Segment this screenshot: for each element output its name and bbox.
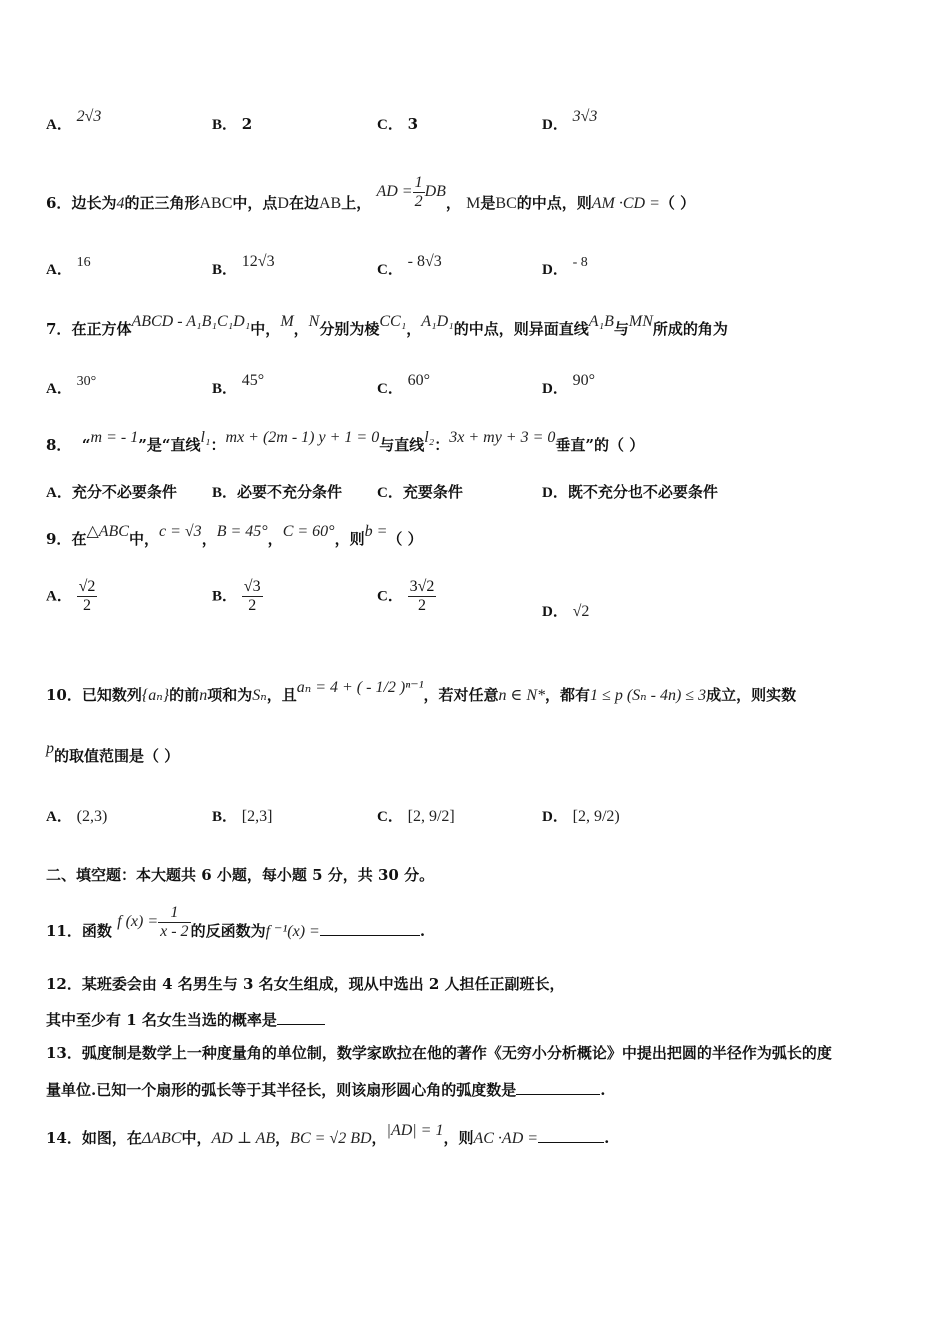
option-label: B． <box>212 117 238 133</box>
q8-text: ： <box>434 436 450 454</box>
q9-math: b = <box>364 523 388 540</box>
question-number: 14． <box>46 1129 82 1147</box>
q8-math: m = - 1 <box>90 429 139 446</box>
q8-option-a <box>46 481 177 504</box>
q7-text: 的中点，则异面直线 <box>453 320 589 338</box>
q6-option-a <box>46 255 91 282</box>
option-value: 2 <box>241 115 253 133</box>
q12-text: 其中至少有 1 名女生当选的概率是 <box>46 1011 277 1029</box>
q8-option-d <box>542 481 718 504</box>
q10-option-a <box>46 805 107 828</box>
q6-option-c <box>377 253 442 281</box>
q10-text: 已知数列 <box>81 686 142 704</box>
q9-text: ， <box>201 530 217 548</box>
fraction-denominator: 2 <box>414 193 423 210</box>
q11-text: . <box>419 922 426 941</box>
fraction-numerator: 1 <box>158 904 190 923</box>
option-label: D． <box>542 485 568 501</box>
question-number: 11． <box>46 922 82 941</box>
q9-option-a <box>46 578 97 615</box>
question-number: 7． <box>46 320 72 338</box>
fraction <box>408 578 437 615</box>
option-label: D． <box>542 809 568 825</box>
q9-option-d <box>542 600 589 623</box>
answer-blank[interactable] <box>277 1008 325 1025</box>
q7-text: ， <box>406 320 422 338</box>
question-number: 10． <box>46 686 82 704</box>
q6-text: 的正三角形 <box>124 194 200 213</box>
fraction-numerator: 1 <box>414 174 423 191</box>
option-value: 60° <box>407 372 431 389</box>
formula-part: AD = <box>376 183 413 201</box>
option-value: 90° <box>572 372 596 389</box>
q7-math: A₁D₁ <box>421 313 454 330</box>
option-value: 既不充分也不必要条件 <box>567 483 718 501</box>
fraction-numerator: √2 <box>78 578 96 595</box>
q6-math: ABC <box>199 195 233 213</box>
formula-part: DB <box>424 183 446 201</box>
q10-math: {aₙ} <box>141 687 170 704</box>
option-value: 3 <box>407 115 419 133</box>
option-label: B． <box>212 262 238 278</box>
fraction-denominator: 2 <box>418 597 427 614</box>
option-label: D． <box>542 262 568 278</box>
q7-text: 所成的角为 <box>652 320 728 338</box>
q10-math: Sₙ <box>252 687 267 704</box>
option-label: D． <box>542 117 568 133</box>
q5-option-a <box>46 108 102 136</box>
question-12-line2 <box>46 1008 325 1031</box>
q5-option-b <box>212 113 252 136</box>
q6-text: 在边 <box>288 194 319 213</box>
option-label: C． <box>377 381 403 397</box>
option-label: C． <box>377 262 403 278</box>
q7-text: 分别为棱 <box>319 320 380 338</box>
fraction <box>242 578 263 615</box>
q11-formula <box>117 904 190 940</box>
answer-blank[interactable] <box>538 1126 604 1143</box>
q10-option-c <box>377 805 455 828</box>
q9-text: 中， <box>128 530 159 548</box>
q8-text: ： <box>210 436 226 454</box>
q13-text: 量单位.已知一个扇形的弧长等于其半径长，则该扇形圆心角的弧度数是 <box>46 1081 517 1099</box>
q14-text: ， <box>275 1129 291 1147</box>
option-value: 30° <box>76 374 97 389</box>
q8-option-b <box>212 481 342 504</box>
q10-text: 的前 <box>169 686 200 704</box>
q9-math: C = 60° <box>282 523 335 540</box>
q6-text: 上， <box>341 194 372 213</box>
q7-text: 中， <box>250 320 281 338</box>
fraction <box>77 578 98 615</box>
option-label: B． <box>212 381 238 397</box>
option-value: [2,3] <box>241 808 273 825</box>
q6-math: D <box>277 195 289 213</box>
option-value: 2√3 <box>76 108 102 125</box>
section-heading: 二、填空题：本大题共 6 小题，每小题 5 分，共 30 分。 <box>46 866 435 884</box>
q10-text: 项和为 <box>207 686 253 704</box>
option-label: A． <box>46 809 72 825</box>
q6-option-b <box>212 253 275 281</box>
option-label: A． <box>46 117 72 133</box>
q10-math: 1 ≤ p (Sₙ - 4n) ≤ 3 <box>590 687 707 704</box>
option-value: 必要不充分条件 <box>237 483 343 501</box>
question-number: 6． <box>46 194 72 213</box>
fraction-denominator: x - 2 <box>160 923 189 940</box>
q10-math: p <box>46 740 54 757</box>
question-10 <box>46 679 797 707</box>
answer-blank[interactable] <box>516 1078 600 1095</box>
question-12-line1: 12．某班委会由 4 名男生与 3 名女生组成，现从中选出 2 人担任正副班长， <box>46 975 565 993</box>
q7-math: CC₁ <box>379 313 407 330</box>
q14-text: ， <box>371 1129 387 1147</box>
q14-math: AD ⊥ AB <box>211 1130 276 1147</box>
q9-option-c <box>377 578 436 615</box>
option-value: (2,3) <box>76 808 108 825</box>
option-value: - 8√3 <box>407 253 442 270</box>
q9-text: ， <box>267 530 283 548</box>
q6-math: M <box>466 195 481 213</box>
option-label: C． <box>377 485 403 501</box>
q6-math: AB <box>318 195 342 213</box>
q11-text: 函数 <box>81 922 112 941</box>
q9-math: B = 45° <box>216 523 268 540</box>
q11-text: 的反函数为 <box>190 922 266 941</box>
q10-text: ，且 <box>266 686 297 704</box>
option-value: 3√3 <box>572 108 598 125</box>
q7-option-c <box>377 372 431 400</box>
q10-math: aₙ = 4 + ( - 1/2 )ⁿ⁻¹ <box>296 679 424 696</box>
q7-option-a <box>46 374 97 401</box>
option-value: 45° <box>241 372 265 389</box>
option-value: 充分不必要条件 <box>71 483 177 501</box>
q7-math: A₁B <box>588 313 614 330</box>
option-value: 12√3 <box>241 253 275 270</box>
fraction-denominator: 2 <box>248 597 257 614</box>
q9-text: ，则 <box>334 530 365 548</box>
fraction-numerator: 3√2 <box>409 578 435 595</box>
option-label: D． <box>542 604 568 620</box>
q6-text: ， <box>445 194 461 213</box>
q14-text: 如图，在 <box>81 1129 142 1147</box>
q9-text: 在 <box>71 530 87 548</box>
question-10-line2 <box>46 740 180 768</box>
fraction-numerator: √3 <box>243 578 261 595</box>
q11-math: f ⁻¹(x) = <box>265 923 320 941</box>
q10-text: 成立，则实数 <box>706 686 797 704</box>
q6-formula-ad <box>376 174 446 210</box>
option-label: A． <box>46 485 72 501</box>
option-value: 16 <box>76 255 91 270</box>
q5-option-c <box>377 113 418 136</box>
q6-math: 4 <box>116 195 125 213</box>
q7-math: MN <box>628 313 653 330</box>
question-13-line1: 13．弧度制是数学上一种度量角的单位制，数学家欧拉在他的著作《无穷小分析概论》中提出把圆的半径作为弧长的度 <box>46 1044 832 1062</box>
q14-text: . <box>604 1129 610 1147</box>
q10-option-d <box>542 805 620 828</box>
option-label: B． <box>212 588 238 605</box>
question-9 <box>46 523 423 551</box>
q7-text: 与 <box>613 320 629 338</box>
q9-math: c = √3 <box>159 523 202 540</box>
option-value: - 8 <box>572 255 588 270</box>
q14-math: BC = √2 BD <box>290 1130 372 1147</box>
q8-math: 3x + my + 3 = 0 <box>449 429 556 446</box>
q14-math: |AD| = 1 <box>386 1122 444 1139</box>
question-14 <box>46 1122 610 1150</box>
q9-math: △ABC <box>86 523 129 540</box>
question-number: 9． <box>46 530 72 548</box>
question-6 <box>46 174 696 223</box>
question-number: 8． <box>46 436 72 454</box>
option-label: B． <box>212 809 238 825</box>
option-value: 充要条件 <box>402 483 463 501</box>
q8-math: mx + (2m - 1) y + 1 = 0 <box>225 429 380 446</box>
q7-text: 在正方体 <box>71 320 132 338</box>
fraction-denominator: 2 <box>83 597 92 614</box>
q8-text: ”是“直线 <box>138 436 201 454</box>
q8-text: 垂直”的（ ） <box>555 436 645 454</box>
q8-math: l₂ <box>424 429 435 446</box>
q9-option-b <box>212 578 263 615</box>
q14-text: ，则 <box>443 1129 474 1147</box>
q7-text: ， <box>293 320 309 338</box>
q10-math: n ∈ N* <box>498 687 546 704</box>
fraction <box>158 904 190 941</box>
option-label: A． <box>46 588 72 605</box>
q8-option-c <box>377 481 463 504</box>
option-value: [2, 9/2] <box>407 808 455 825</box>
option-label: C． <box>377 809 403 825</box>
q6-math: AM ·CD = <box>591 195 660 213</box>
q8-text: “ <box>81 436 91 454</box>
q10-text: ，都有 <box>545 686 591 704</box>
q14-math: ΔABC <box>141 1130 182 1147</box>
option-label: D． <box>542 381 568 397</box>
question-8 <box>46 429 645 457</box>
q10-math: n <box>199 687 208 704</box>
q14-math: AC ·AD = <box>473 1130 539 1147</box>
q6-text: 边长为 <box>71 194 117 213</box>
answer-blank[interactable] <box>320 919 420 936</box>
q7-math: M <box>280 313 294 330</box>
option-value: √2 <box>572 603 590 620</box>
q7-option-d <box>542 372 596 400</box>
q7-option-b <box>212 372 265 400</box>
option-label: B． <box>212 485 238 501</box>
option-label: A． <box>46 381 72 397</box>
q14-text: 中， <box>181 1129 212 1147</box>
question-7 <box>46 313 728 341</box>
question-13-line2 <box>46 1078 605 1101</box>
q7-math: N <box>308 313 320 330</box>
fraction <box>413 174 425 211</box>
q8-text: 与直线 <box>379 436 425 454</box>
q6-option-d <box>542 255 588 282</box>
q13-text: . <box>600 1081 606 1099</box>
q5-option-d <box>542 108 598 136</box>
q6-text: 是 <box>480 194 496 213</box>
q6-math: BC <box>495 195 517 213</box>
q6-text: （ ） <box>659 194 696 213</box>
q9-text: （ ） <box>387 530 423 548</box>
q10-text: ，若对任意 <box>423 686 499 704</box>
option-value: [2, 9/2) <box>572 808 620 825</box>
q10-option-b <box>212 805 272 828</box>
q7-math: ABCD - A₁B₁C₁D₁ <box>131 313 251 330</box>
option-label: C． <box>377 588 403 605</box>
question-11 <box>46 904 426 951</box>
option-label: C． <box>377 117 403 133</box>
q6-text: 中，点 <box>232 194 278 213</box>
formula-part: f (x) = <box>117 913 159 931</box>
q10-text: 的取值范围是（ ） <box>54 747 180 765</box>
q8-math: l₁ <box>200 429 211 446</box>
q6-text: 的中点，则 <box>516 194 592 213</box>
option-label: A． <box>46 262 72 278</box>
